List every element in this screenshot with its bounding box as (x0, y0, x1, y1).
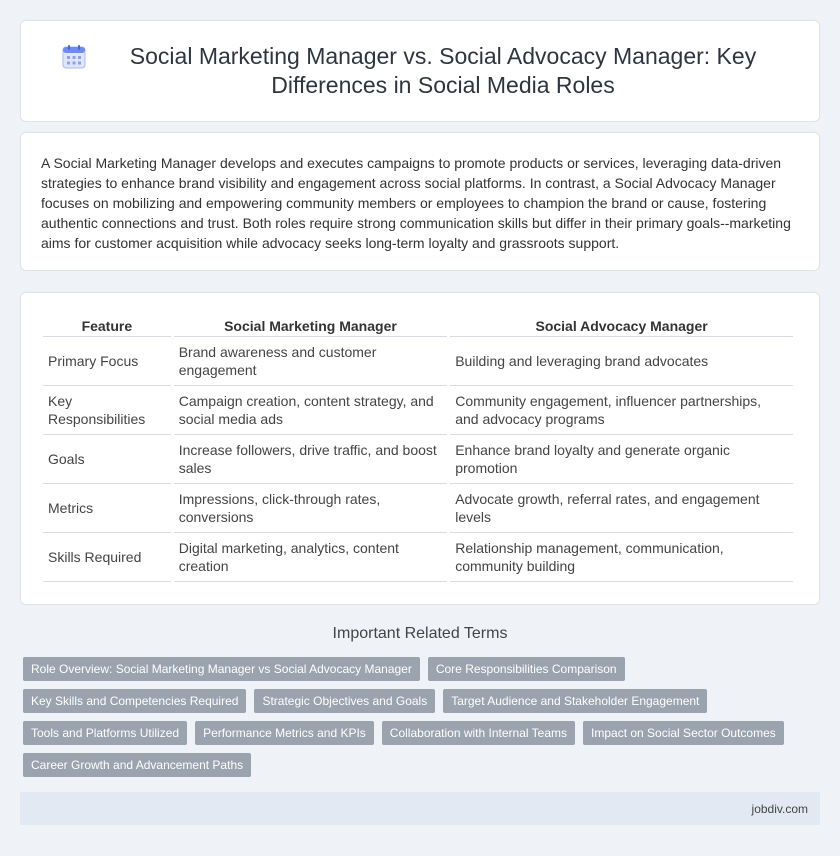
related-term-tag[interactable]: Performance Metrics and KPIs (195, 721, 374, 745)
intro-card (20, 132, 820, 271)
comparison-table-card (20, 292, 820, 605)
row-feature: Primary Focus (43, 337, 171, 386)
related-terms-tags (23, 657, 823, 785)
calendar-icon (61, 44, 87, 70)
row-advocacy-value: Advocate growth, referral rates, and engagement levels (450, 484, 793, 533)
header-card (20, 20, 820, 122)
row-marketing-value: Increase followers, drive traffic, and boost sales (174, 435, 447, 484)
related-term-tag[interactable]: Key Skills and Competencies Required (23, 689, 246, 713)
header-social-marketing-manager: Social Marketing Manager (174, 313, 447, 337)
related-term-tag[interactable]: Strategic Objectives and Goals (254, 689, 435, 713)
page-title: Social Marketing Manager vs. Social Advocacy Manager: Key Differences in Social Media Roles (129, 43, 757, 98)
row-advocacy-value: Relationship management, communication, community building (450, 533, 793, 582)
row-marketing-value: Brand awareness and customer engagement (174, 337, 447, 386)
row-advocacy-value: Enhance brand loyalty and generate organic promotion (450, 435, 793, 484)
table-row (43, 435, 793, 484)
header-feature: Feature (43, 313, 171, 337)
row-advocacy-value: Community engagement, influencer partnerships, and advocacy programs (450, 386, 793, 435)
row-feature: Key Responsibilities (43, 386, 171, 435)
related-term-tag[interactable]: Collaboration with Internal Teams (382, 721, 575, 745)
comparison-table (40, 313, 796, 582)
row-marketing-value: Digital marketing, analytics, content creation (174, 533, 447, 582)
related-term-tag[interactable]: Career Growth and Advancement Paths (23, 753, 251, 777)
title-wrap (21, 21, 819, 121)
table-row (43, 337, 793, 386)
related-term-tag[interactable]: Role Overview: Social Marketing Manager vs Social Advocacy Manager (23, 657, 420, 681)
related-terms-title: Important Related Terms (332, 625, 508, 642)
table-row (43, 533, 793, 582)
row-feature: Metrics (43, 484, 171, 533)
row-advocacy-value: Building and leveraging brand advocates (450, 337, 793, 386)
row-marketing-value: Impressions, click-through rates, conversions (174, 484, 447, 533)
row-feature: Goals (43, 435, 171, 484)
related-term-tag[interactable]: Target Audience and Stakeholder Engagement (443, 689, 707, 713)
row-feature: Skills Required (43, 533, 171, 582)
table-header-row (43, 313, 793, 337)
related-term-tag[interactable]: Core Responsibilities Comparison (428, 657, 625, 681)
header-social-advocacy-manager: Social Advocacy Manager (450, 313, 793, 337)
row-marketing-value: Campaign creation, content strategy, and social media ads (174, 386, 447, 435)
intro-paragraph: A Social Marketing Manager develops and executes campaigns to promote products or services, leveraging data-driven strategies to enhance brand visibility and engagement across social platforms. In contrast, a Social Advocacy Manager focuses on mobilizing and empowering community members or employees to champion the brand or cause, fostering authentic connections and trust. Both roles require strong communication skills but differ in their primary goals--marketing aims for customer acquisition while advocacy seeks long-term loyalty and grassroots support. (41, 155, 791, 251)
footer (20, 792, 820, 825)
related-term-tag[interactable]: Impact on Social Sector Outcomes (583, 721, 784, 745)
table-row (43, 386, 793, 435)
footer-site-link[interactable]: jobdiv.com (751, 801, 808, 816)
related-term-tag[interactable]: Tools and Platforms Utilized (23, 721, 187, 745)
table-row (43, 484, 793, 533)
